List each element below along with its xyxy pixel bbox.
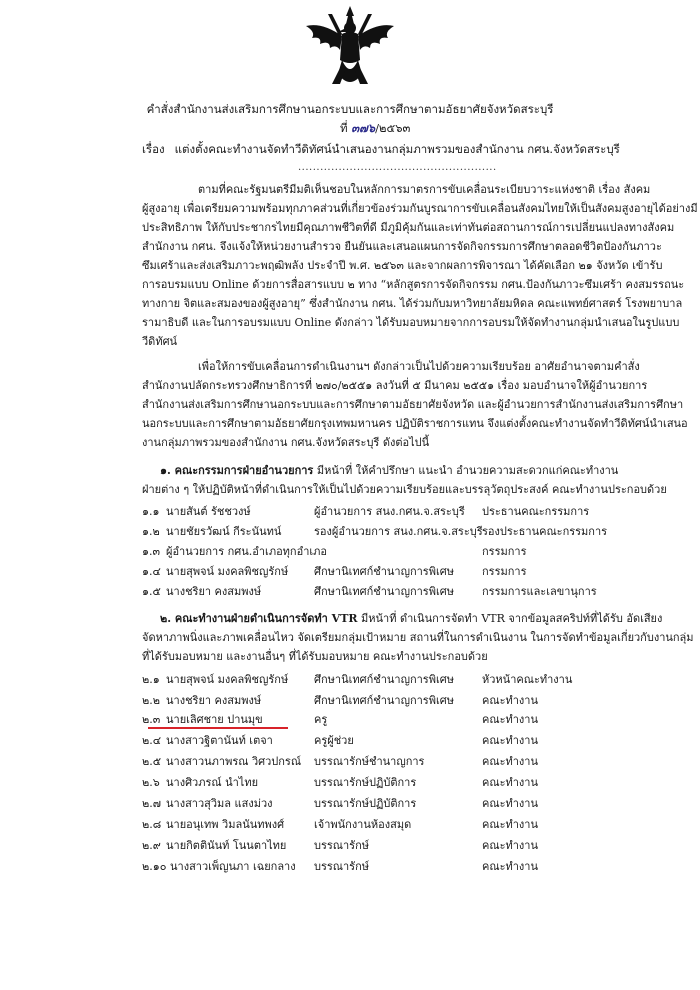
member-role: คณะทำงาน [482,776,538,789]
paragraph-line: การอบรมแบบ Online ด้วยการสื่อสารแบบ ๒ ทาง “หลักสูตรการจัดกิจกรรม กศน.ป้องกันภาวะซึมเศร้า คงสมรรถนะ [142,278,685,291]
section-title-bold: ๑. คณะกรรมการฝ่ายอำนวยการ [160,464,314,477]
member-no: ๒.๙ [142,839,161,852]
member-position: เจ้าพนักงานห้องสมุด [314,818,412,831]
member-no: ๒.๕ [142,755,162,768]
section-title-rest: มีหน้าที่ ดำเนินการจัดทำ VTR จากข้อมูลสคริปท์ที่ได้รับ อัดเสียง [357,612,663,625]
paragraph-line: ทางกาย จิตและสมองของผู้สูงอายุ” ซึ่งสำนักงาน กศน. ได้ร่วมกับมหาวิทยาลัยมหิดล คณะแพทย์ศาสตร์ โรงพยาบาล [142,297,683,310]
section-title [160,464,618,478]
member-role: คณะทำงาน [482,713,538,726]
member-name: นายชัยรวัฒน์ กีระนันทน์ [166,525,282,538]
section-line: ฝ่ายต่าง ๆ ให้ปฏิบัติหน้าที่ดำเนินการให้เป็นไปด้วยความเรียบร้อยและบรรลุวัตถุประสงค์ คณะทำงานประกอบด้วย [142,483,667,496]
member-role: คณะทำงาน [482,818,538,831]
member-position: บรรณารักษ์ชำนาญการ [314,755,425,768]
section-line: จัดหาภาพนิ่งและภาพเคลื่อนไหว จัดเตรียมกลุ่มเป้าหมาย สถานที่ในการดำเนินงาน ในการจัดทำข้อมูลเกี่ยวกับงานกลุ่ม [142,631,694,644]
member-no: ๒.๒ [142,694,160,707]
member-position: ศึกษานิเทศก์ชำนาญการพิเศษ [314,565,454,578]
member-name: นายเลิศชาย ปานมุข [166,713,263,726]
member-no: ๑.๓ [142,545,160,558]
paragraph-line: ตามที่คณะรัฐมนตรีมีมติเห็นชอบในหลักการมาตรการขับเคลื่อนระเบียบวาระแห่งชาติ เรื่อง สังคม [198,183,651,196]
subject-line [142,141,620,159]
member-position: ครูผู้ช่วย [314,734,354,747]
member-role: คณะทำงาน [482,755,538,768]
section-title-rest: มีหน้าที่ ให้คำปรึกษา แนะนำ อำนวยความสะดวกแก่คณะทำงาน [313,464,619,477]
paragraph-line: นอกระบบและการศึกษาตามอัธยาศัยกรุงเทพมหานคร ปฏิบัติราชการแทน จึงแต่งตั้งคณะทำงานจัดทำวีดิทัศน์นำเสนอ [142,417,688,430]
member-name: นางศิวภรณ์ นำไทย [166,776,259,789]
order-title: คำสั่งสำนักงานส่งเสริมการศึกษานอกระบบและการศึกษาตามอัธยาศัยจังหวัดสระบุรี [146,102,554,116]
paragraph-line: วีดิทัศน์ [142,335,178,348]
member-role: หัวหน้าคณะทำงาน [482,673,573,686]
member-no: ๒.๘ [142,818,162,831]
paragraph-line: เพื่อให้การขับเคลื่อนการดำเนินงานฯ ดังกล่าวเป็นไปด้วยความเรียบร้อย อาศัยอำนาจตามคำสั่ง [198,360,640,373]
member-no: ๑.๒ [142,525,160,538]
paragraph-line: ประสิทธิภาพ ให้กับประชากรไทยมีคุณภาพชีวิตที่ดี มีภูมิคุ้มกันและเท่าทันต่อสถานการณ์การเปลี่ยนแปลงทางสังคม [142,221,675,234]
member-name: นางสาวฐิตานันท์ เตจา [166,734,273,747]
member-role: รองประธานคณะกรรมการ [482,525,608,538]
member-no: ๒.๑ [142,673,160,686]
member-name: นายสันต์ รัชชวงษ์ [166,505,251,518]
paragraph-line: ผู้สูงอายุ เพื่อเตรียมความพร้อมทุกภาคส่วนที่เกี่ยวข้องร่วมกันบูรณาการขับเคลื่อนสังคมไทยให้เป็นสังคมสูงอายุได้อย่างมี [142,202,698,215]
member-position: ศึกษานิเทศก์ชำนาญการพิเศษ [314,673,454,686]
member-position: บรรณารักษ์ [314,860,369,873]
member-no: ๑.๕ [142,585,161,598]
paragraph-line: สำนักงาน กศน. จึงแจ้งให้หน่วยงานสำรวจ ยืนยันและเสนอแผนการจัดกิจกรรมการศึกษาตลอดชีวิตป้องกันภาวะ [142,240,662,253]
paragraph-line: งานกลุ่มภาพรวมของสำนักงาน กศน.จังหวัดสระบุรี ดังต่อไปนี้ [142,436,430,449]
member-role: คณะทำงาน [482,839,538,852]
order-number-handwritten: ๓๗๖ [351,121,376,135]
member-position: ครู [314,713,328,726]
member-name: นางสาวสุวิมล แสงม่วง [166,797,273,810]
member-name: นายสุพจน์ มงคลพิชญรักษ์ [166,673,289,686]
section-title-bold: ๒. คณะทำงานฝ่ายดำเนินการจัดทำ VTR [160,612,358,625]
member-position: บรรณารักษ์ [314,839,369,852]
member-position: ผู้อำนวยการ สนง.กศน.จ.สระบุรี [314,505,465,518]
member-position: ศึกษานิเทศก์ชำนาญการพิเศษ [314,694,454,707]
member-no: ๒.๓ [142,713,161,726]
member-role: คณะทำงาน [482,694,538,707]
subject-label: เรื่อง [142,142,165,156]
member-name: นางชริยา คงสมพงษ์ [166,694,262,707]
member-role: คณะทำงาน [482,797,538,810]
member-name: นางชริยา คงสมพงษ์ [166,585,262,598]
member-name: นายสุพจน์ มงคลพิชญรักษ์ [166,565,289,578]
member-name: นายอนุเทพ วิมลนันทพงศ์ [166,818,285,831]
paragraph-line: สำนักงานปลัดกระทรวงศึกษาธิการที่ ๒๗๐/๒๕๕๑ ลงวันที่ ๕ มีนาคม ๒๕๕๑ เรื่อง มอบอำนาจให้ผู้อำนวยการ [142,379,648,392]
section-line: ที่ได้รับมอบหมาย และงานอื่นๆ ที่ได้รับมอบหมาย คณะทำงานประกอบด้วย [142,650,488,663]
garuda-emblem [302,4,398,94]
section-title [160,612,662,626]
order-number-prefix: ที่ [340,121,348,135]
member-no: ๑.๔ [142,565,161,578]
member-role: คณะทำงาน [482,734,538,747]
member-position: ศึกษานิเทศก์ชำนาญการพิเศษ [314,585,454,598]
member-no: ๑.๑ [142,505,160,518]
member-no: ๒.๑๐ [142,860,167,873]
order-number [340,120,410,138]
member-no: ๒.๗ [142,797,162,810]
member-role: กรรมการ [482,545,527,558]
member-name: นางสาวเพ็ญนภา เฉยกลาง [170,860,296,873]
member-role: ประธานคณะกรรมการ [482,505,590,518]
divider: ...................................................... [298,162,497,173]
member-role: กรรมการ [482,565,527,578]
member-no: ๒.๔ [142,734,162,747]
member-name: นางสาวนภาพรณ วิศวปกรณ์ [166,755,302,768]
member-role: คณะทำงาน [482,860,538,873]
member-name: นายกิตตินันท์ โนนตาไทย [166,839,287,852]
paragraph-line: สำนักงานส่งเสริมการศึกษานอกระบบและการศึกษาตามอัธยาศัยจังหวัด และผู้อำนวยการสำนักงานส่งเสริมการศึกษา [142,398,684,411]
member-role: กรรมการและเลขานุการ [482,585,597,598]
subject-text: แต่งตั้งคณะทำงานจัดทำวีดิทัศน์นำเสนองานกลุ่มภาพรวมของสำนักงาน กศน.จังหวัดสระบุรี [174,142,620,156]
member-position: รองผู้อำนวยการ สนง.กศน.จ.สระบุรี [314,525,483,538]
member-name: ผู้อำนวยการ กศน.อำเภอทุกอำเภอ [166,545,327,558]
member-no: ๒.๖ [142,776,160,789]
paragraph-line: ซึมเศร้าและส่งเสริมภาวะพฤฒิพลัง ประจำปี พ.ศ. ๒๕๖๓ และจากผลการพิจารณา ได้คัดเลือก ๒๑ จังหวัด เข้ารับ [142,259,663,272]
member-position: บรรณารักษ์ปฏิบัติการ [314,797,417,810]
paragraph-line: รามาธิบดี และในการอบรมแบบ Online ดังกล่าว ได้รับมอบหมายจากการอบรมให้จัดทำงานกลุ่มนำเสนอในรูปแบบ [142,316,680,329]
red-underline-mark [148,727,288,729]
order-number-suffix: /๒๕๖๓ [375,121,411,135]
member-position: บรรณารักษ์ปฏิบัติการ [314,776,417,789]
